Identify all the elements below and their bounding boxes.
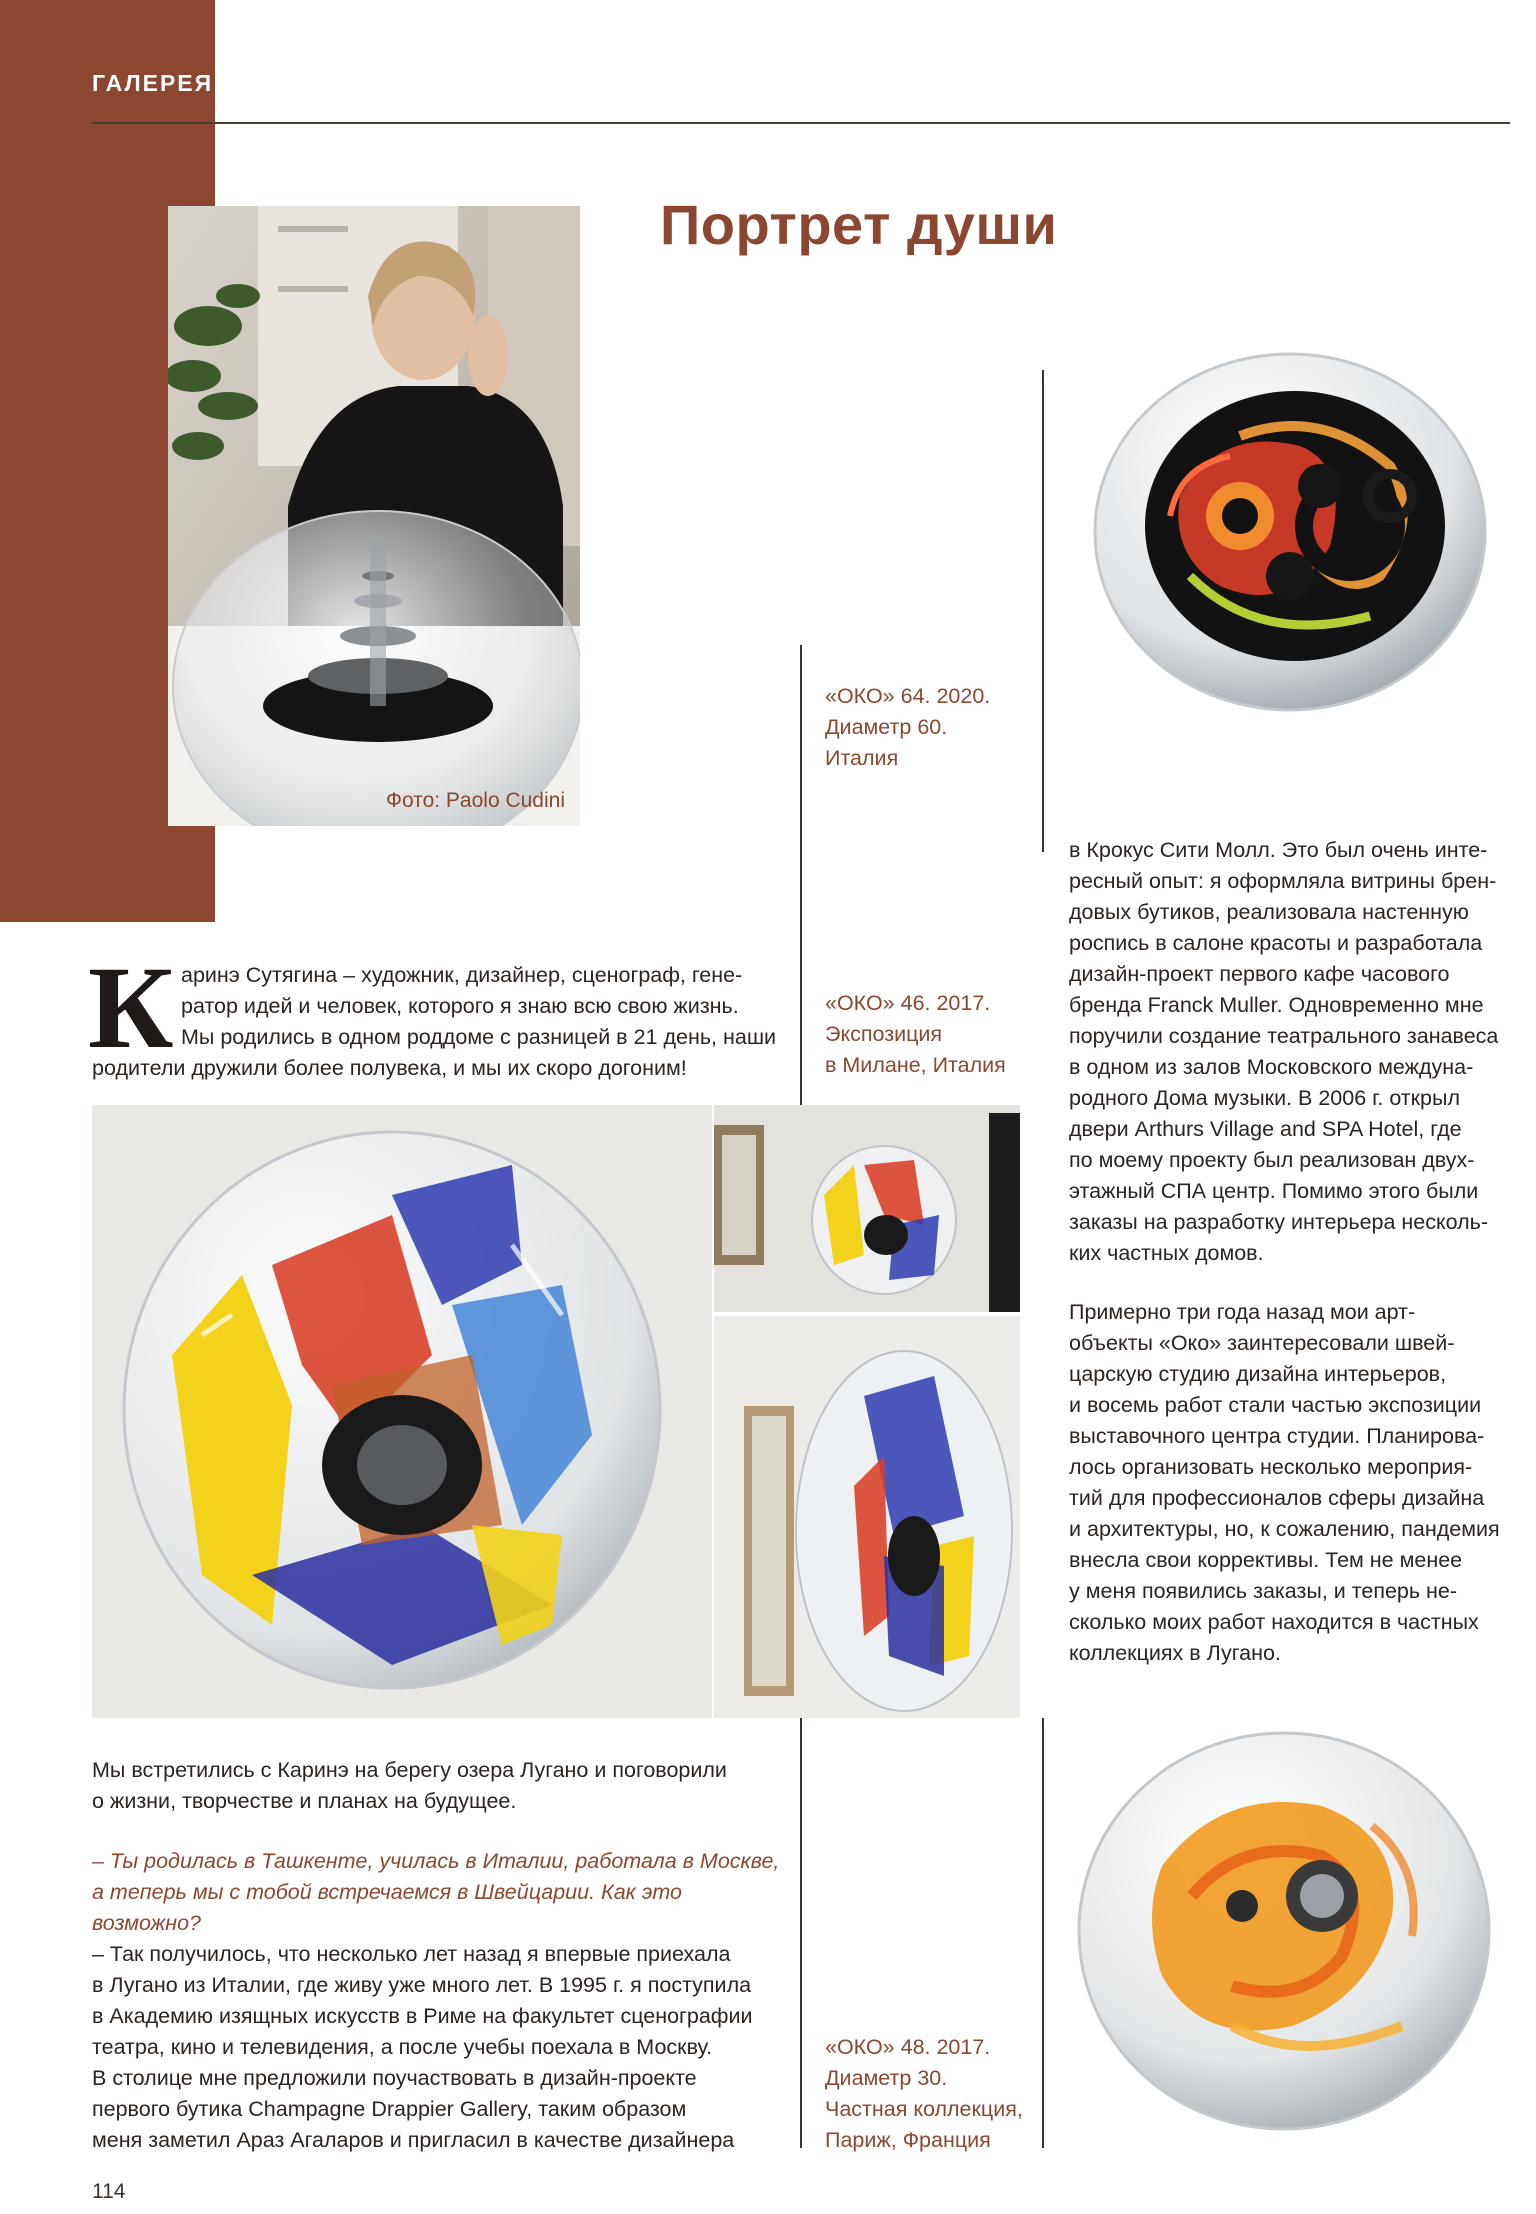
column-rule-caption-bottom	[800, 1718, 802, 2148]
caption-oko-64: «ОКО» 64. 2020. Диаметр 60. Италия	[825, 684, 991, 770]
artwork-oko-46-wall	[714, 1105, 1020, 1312]
artwork-oko-46-side	[714, 1316, 1020, 1718]
article-title: Портрет души	[660, 193, 1058, 256]
interview-answer: – Так получилось, что несколько лет назад я впервые приехала в Лугано из Италии, где живу уже много лет. В 1995 г. я поступила в Академию изящных искусств в Риме на факультет сценографии театра, кино и телевидения, а после учебы поехала в Москву. В столице мне предложили поучаствовать в дизайн-проекте первого бутика Champagne Drappier Gallery, таким образом меня заметил Араз Агаларов и пригласил в качестве дизайнера	[92, 1942, 753, 2152]
right-column-text-1: в Крокус Сити Молл. Это был очень инте- ресный опыт: я оформляла витрины брен- довых бутиков, реализовала настенную роспись в салоне красоты и разработала дизайн-проект первого кафе часового бренда Franck Muller. Одновременно мне поручили создание театрального занавеса в одном из залов Московского междуна- родного Дома музыки. В 2006 г. открыл двери Arthurs Village and SPA Hotel, где по моему проекту был реализован двух- этажный СПА центр. Помимо этого были заказы на разработку интерьера несколь- ких частных домов.	[1069, 838, 1499, 1265]
portrait-photo	[168, 206, 580, 826]
meeting-paragraph: Мы встретились с Каринэ на берегу озера Лугано и поговорили о жизни, творчестве и планах на будущее.	[92, 1758, 727, 1813]
artwork-oko-46-main	[92, 1105, 712, 1718]
drop-cap: К	[88, 942, 174, 1073]
section-label: ГАЛЕРЕЯ	[92, 70, 214, 96]
column-rule-right	[1042, 370, 1044, 852]
header-rule	[92, 122, 1510, 124]
artwork-oko-48	[1072, 1726, 1502, 2136]
intro-line-full: родители дружили более полувека, и мы их скоро догоним!	[92, 1056, 687, 1080]
column-rule-caption-top	[800, 645, 802, 1105]
column-rule-right-bottom	[1042, 1718, 1044, 2148]
photo-credit: Фото: Paolo Cudini	[386, 789, 565, 812]
intro-lines-indented: аринэ Сутягина – художник, дизайнер, сценограф, гене- ратор идей и человек, которого я знаю всю свою жизнь. Мы родились в одном роддоме с разницей в 21 день, наши	[181, 963, 777, 1049]
interview-question: – Ты родилась в Ташкенте, училась в Италии, работала в Москве, а теперь мы с тобой встречаемся в Швейцарии. Как это возможно?	[92, 1849, 780, 1935]
artwork-oko-64	[1090, 346, 1492, 718]
caption-oko-46: «ОКО» 46. 2017. Экспозиция в Милане, Италия	[825, 991, 1006, 1077]
page-number: 114	[92, 2180, 126, 2203]
caption-oko-48: «ОКО» 48. 2017. Диаметр 30. Частная коллекция, Париж, Франция	[825, 2035, 1023, 2152]
right-column-text-2: Примерно три года назад мои арт- объекты «Око» заинтересовали швей- царскую студию дизайна интерьеров, и восемь работ стали частью экспозиции выставочного центра студии. Планирова- лось организовать несколько мероприя- тий для профессионалов сферы дизайна и архитектуры, но, к сожалению, пандемия внесла свои коррективы. Тем не менее у меня появились заказы, и теперь не- сколько моих работ находится в частных коллекциях в Лугано.	[1069, 1300, 1500, 1665]
